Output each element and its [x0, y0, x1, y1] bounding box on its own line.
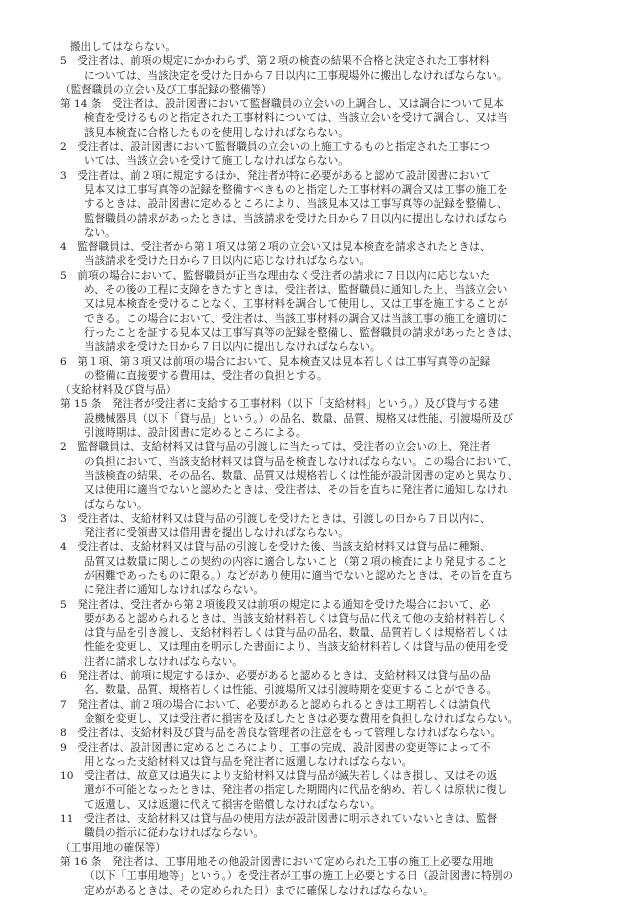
continuation-line: の負担において、当該支給材料又は貸与品を検査しなければならない。この場合において、	[84, 455, 518, 468]
paragraph-line: 5 受注者は、前項の規定にかかわらず、第２項の検査の結果不合格と決定された工事材料	[60, 55, 490, 68]
continuation-line: に発注者に通知しなければならない。	[84, 584, 265, 597]
continuation-line: 見本又は工事写真等の記録を整備すべきものと指定した工事材料の調合又は工事の施工を	[84, 183, 508, 196]
continuation-line: 行ったことを証する見本又は工事写真等の記録を整備し、監督職員の請求があったときは、	[84, 326, 519, 339]
continuation-line: いては、当該立会いを受けて施工しなければならない。	[84, 155, 349, 168]
continuation-line: ない。	[84, 226, 116, 239]
article-line: 第 14 条 受注者は、設計図書において監督職員の立会いの上調合し、又は調合について見本	[60, 98, 504, 111]
paragraph-line: 11 受注者は、支給材料又は貸与品の使用方法が設計図書に明示されていないときは、監督	[60, 813, 498, 826]
continuation-line: て返還し、又は返還に代えて損害を賠償しなければならない。	[84, 798, 381, 811]
paragraph-line: 3 受注者は、前２項に規定するほか、発注者が特に必要があると認めて設計図書において	[60, 169, 491, 182]
continuation-line: 検査を受けるものと指定された工事材料については、当該立会いを受けて調合し、又は当	[84, 112, 508, 125]
paragraph-line: 7 発注者は、前２項の場合において、必要があると認められるときは工期若しくは請負代	[60, 698, 491, 711]
paragraph-line: 10 受注者は、故意又は過失により支給材料又は貸与品が滅失若しくはき損し、又はその返	[60, 770, 498, 783]
continuation-line: 又は使用に適当でないと認めたときは、受注者は、その旨を直ちに発注者に通知しなけれ	[84, 484, 508, 497]
article-line: 第 15 条 発注者が受注者に支給する工事材料（以下「支給材料」という。）及び貸与する建	[60, 398, 499, 411]
continuation-line: 当該請求を受けた日から７日以内に提出しなければならない。	[84, 341, 381, 354]
continuation-line: は貸与品を引き渡し、支給材料若しくは貸与品の品名、数量、品質若しくは規格若しくは	[84, 627, 508, 640]
continuation-line: 搬出してはならない。	[70, 41, 176, 53]
continuation-line: （以下「工事用地等」という。）を受注者が工事の施工上必要とする日（設計図書に特別の	[84, 870, 514, 883]
section-heading: （工事用地の確保等）	[60, 841, 166, 854]
continuation-line: め、その後の工程に支障をきたすときは、受注者は、監督職員に通知した上、当該立会い	[84, 284, 508, 297]
paragraph-line: 3 受注者は、支給材料又は貸与品の引渡しを受けたときは、引渡しの日から７日以内に、	[60, 512, 491, 525]
continuation-line: 当該請求を受けた日から７日以内に応じなければならない。	[84, 255, 371, 268]
paragraph-line: 6 第１項、第３項又は前項の場合において、見本検査又は見本若しくは工事写真等の記録	[60, 355, 491, 368]
paragraph-line: 8 受注者は、支給材料及び貸与品を善良な管理者の注意をもって管理しなければならない。	[60, 727, 502, 740]
paragraph-line: 4 受注者は、支給材料又は貸与品の引渡しを受けた後、当該支給材料又は貸与品に種類、	[60, 541, 491, 554]
paragraph-line: 5 前項の場合において、監督職員が正当な理由なく受注者の請求に７日以内に応じないた	[60, 269, 491, 282]
continuation-line: 当該検査の結果、その品名、数量、品質又は規格若しくは性能が設計図書の定めと異なり、	[84, 469, 519, 482]
continuation-line: 還が不可能となったときは、発注者の指定した期間内に代品を納め、若しくは原状に復し	[84, 784, 508, 797]
continuation-line: 職員の指示に従わなければならない。	[84, 827, 265, 840]
continuation-line: 設機械器具（以下「貸与品」という。）の品名、数量、品質、規格又は性能、引渡場所及び	[84, 412, 514, 425]
continuation-line: ばならない。	[84, 498, 148, 511]
continuation-line: 名、数量、品質、規格若しくは性能、引渡場所又は引渡時期を変更することができる。	[84, 684, 498, 697]
paragraph-line: 5 発注者は、受注者から第２項後段又は前項の規定による通知を受けた場合において、必	[60, 598, 491, 611]
continuation-line: が困難であったものに限る。）などがあり使用に適当でないと認めたときは、その旨を直ち	[84, 569, 513, 582]
continuation-line: 品質又は数量に関しこの契約の内容に適合しないこと（第２項の検査により発見すること	[84, 555, 508, 568]
continuation-line: 金額を変更し、又は受注者に損害を及ぼしたときは必要な費用を負担しなければならない。	[84, 712, 519, 725]
paragraph-line: 2 受注者は、設計図書において監督職員の立会いの上施工するものと指定された工事につ	[60, 141, 491, 154]
continuation-line: 発注者に受領書又は借用書を提出しなければならない。	[84, 527, 349, 540]
continuation-line: 要があると認められるときは、当該支給材料若しくは貸与品に代えて他の支給材料若しく	[84, 612, 508, 625]
continuation-line: 注者に請求しなければならない。	[84, 655, 243, 668]
continuation-line: 引渡時期は、設計図書に定めるところによる。	[84, 427, 307, 440]
continuation-line: 用となった支給材料又は貸与品を発注者に返還しなければならない。	[84, 755, 413, 768]
continuation-line: 性能を変更し、又は理由を明示した書面により、当該支給材料若しくは貸与品の使用を受	[84, 641, 508, 654]
continuation-line: するときは、設計図書に定めるところにより、当該見本又は工事写真等の記録を整備し、	[84, 198, 508, 211]
paragraph-line: 6 発注者は、前項に規定するほか、必要があると認めるときは、支給材料又は貸与品の品	[60, 670, 491, 683]
paragraph-line: 2 監督職員は、支給材料又は貸与品の引渡しに当たっては、受注者の立会いの上、発注者	[60, 441, 491, 454]
section-heading: （監督職員の立会い及び工事記録の整備等）	[60, 83, 272, 96]
article-line: 第 16 条 発注者は、工事用地その他設計図書において定められた工事の施工上必要な用地	[60, 855, 494, 868]
paragraph-line: 9 受注者は、設計図書に定めるところにより、工事の完成、設計図書の変更等によって不	[60, 741, 491, 754]
continuation-line: 定めがあるときは、その定められた日）までに確保しなければならない。	[84, 884, 434, 897]
continuation-line: については、当該決定を受けた日から７日以内に工事現場外に搬出しなければならない。	[84, 69, 508, 82]
continuation-line: の整備に直接要する費用は、受注者の負担とする。	[84, 369, 328, 382]
continuation-line: 又は見本検査を受けることなく、工事材料を調合して使用し、又は工事を施工することが	[84, 298, 508, 311]
paragraph-line: 4 監督職員は、受注者から第１項又は第２項の立会い又は見本検査を請求されたときは、	[60, 241, 491, 254]
continuation-line: 監督職員の請求があったときは、当該請求を受けた日から７日以内に提出しなければなら	[84, 212, 508, 225]
continuation-line: 該見本検査に合格したものを使用しなければならない。	[84, 126, 349, 139]
section-heading: （支給材料及び貸与品）	[60, 384, 177, 397]
document-body	[60, 40, 580, 898]
continuation-line: できる。この場合において、受注者は、当該工事材料の調合又は当該工事の施工を適切に	[84, 312, 508, 325]
